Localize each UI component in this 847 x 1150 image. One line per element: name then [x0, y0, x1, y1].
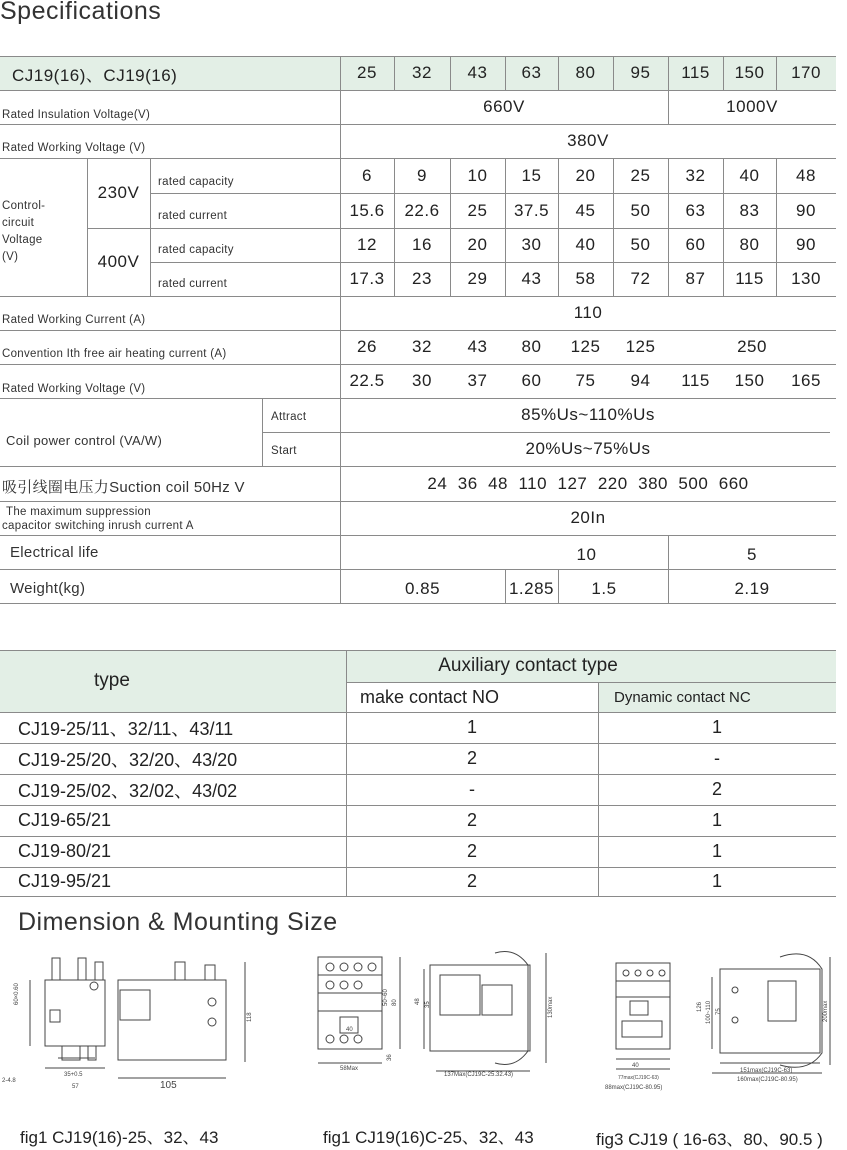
dynamic-contact-nc-header: Dynamic contact NC — [614, 688, 751, 706]
cur230-cell: 37.5 — [513, 200, 550, 220]
type-header: type — [94, 670, 130, 691]
fig3-dim: 151max(CJ19C-63) — [740, 1068, 793, 1074]
cur230-cell: 25 — [467, 200, 488, 220]
cap230-cell: 10 — [467, 165, 488, 185]
fig1-dim: 60×0.60 — [14, 983, 20, 1005]
rated-working-current-label: Rated Working Current (A) — [2, 314, 146, 326]
coil-power-label: Coil power control (VA/W) — [6, 433, 163, 448]
weight-1-285: 1.285 — [508, 579, 555, 598]
fig1-drawing — [0, 950, 260, 1100]
fig3-dim: 40 — [632, 1063, 639, 1069]
fig2-dim: 48 — [415, 998, 421, 1005]
model-43: 43 — [467, 63, 488, 82]
model-32: 32 — [412, 63, 432, 82]
aux-row-nc: - — [714, 748, 720, 768]
fig3-dim: 126 — [697, 1001, 703, 1012]
cur400-cell: 43 — [521, 269, 542, 288]
fig1-dim: 105 — [160, 1080, 177, 1091]
models-label: CJ19(16)、CJ19(16) — [12, 65, 178, 85]
cur400-cell: 115 — [735, 269, 764, 288]
aux-row-no: 1 — [466, 717, 477, 737]
cap230-cell: 40 — [739, 165, 760, 185]
weight-1-5: 1.5 — [591, 579, 617, 598]
convention-cell: 125 — [570, 337, 601, 356]
cap230-cell: 20 — [575, 165, 596, 185]
fig2-dim: 35 — [425, 1001, 431, 1008]
cur230-cell: 45 — [575, 200, 596, 220]
start-label: Start — [271, 445, 297, 457]
cap400-cell: 16 — [412, 235, 432, 254]
convention-cell: 32 — [412, 337, 432, 356]
fig3-dim: 75 — [716, 1008, 722, 1015]
fig1-caption: fig1 CJ19(16)-25、32、43 — [20, 1128, 219, 1147]
cur230-cell: 15.6 — [349, 200, 385, 220]
rated-working-voltage2-label: Rated Working Voltage (V) — [2, 383, 146, 395]
cap400-cell: 80 — [739, 235, 760, 254]
cap230-cell: 15 — [521, 165, 542, 185]
specifications-title: Specifications — [0, 0, 162, 25]
cap230-cell: 48 — [796, 165, 816, 185]
cur400-cell: 130 — [791, 269, 821, 288]
rwv2-cell: 37 — [467, 371, 488, 390]
cap230-cell: 32 — [685, 165, 706, 185]
fig3-caption: fig3 CJ19 ( 16-63、80、90.5 ) — [596, 1130, 823, 1149]
aux-row-type: CJ19-25/11、32/11、43/11 — [18, 718, 234, 739]
convention-cell: 125 — [625, 337, 656, 356]
cap230-cell: 6 — [362, 165, 372, 185]
inrush-label: The maximum suppression capacitor switching inrush current A — [2, 506, 194, 532]
make-contact-no-header: make contact NO — [360, 686, 500, 707]
fig3-dim: 100~110 — [706, 1000, 712, 1024]
fig2-drawing — [300, 945, 570, 1085]
cap400-cell: 12 — [357, 235, 377, 254]
rated-working-voltage-label: Rated Working Voltage (V) — [2, 142, 146, 154]
weight-2-19: 2.19 — [734, 579, 770, 598]
aux-header: Auxiliary contact type — [438, 655, 618, 676]
rwv2-cell: 30 — [412, 371, 432, 390]
cur400-cell: 17.3 — [349, 269, 385, 288]
rwv2-cell: 94 — [630, 371, 651, 390]
model-115: 115 — [681, 63, 710, 82]
attract-value: 85%Us~110%Us — [521, 405, 655, 424]
electrical-life-10: 10 — [576, 545, 597, 564]
rwv2-cell: 22.5 — [349, 371, 385, 390]
cap230-cell: 9 — [417, 165, 427, 185]
weight-label: Weight(kg) — [10, 580, 86, 597]
rated-working-current-value: 110 — [573, 303, 603, 322]
fig2-dim: 50~60 — [383, 989, 389, 1006]
fig1-dim: 57 — [72, 1084, 79, 1090]
rwv2-cell: 150 — [734, 371, 765, 390]
aux-row-no: 2 — [466, 748, 477, 768]
cur230-cell: 22.6 — [404, 200, 440, 220]
fig2-dim: 137Max(CJ19C-25.32.43) — [444, 1072, 514, 1078]
fig2-caption: fig1 CJ19(16)C-25、32、43 — [323, 1128, 534, 1147]
aux-row-no: 2 — [466, 810, 477, 830]
cap400-cell: 30 — [521, 235, 542, 254]
electrical-life-5: 5 — [747, 545, 757, 564]
fig3-drawing — [600, 945, 845, 1095]
convention-cell: 80 — [521, 337, 542, 356]
fig3-dim: 77max(CJ19C-63) — [618, 1075, 659, 1081]
model-150: 150 — [734, 63, 765, 82]
voltage-230v: 230V — [97, 183, 140, 202]
rated-capacity-400-label: rated capacity — [158, 244, 234, 256]
rwv2-cell: 165 — [791, 371, 821, 390]
cur400-cell: 23 — [412, 269, 432, 288]
model-95: 95 — [630, 63, 651, 82]
cur400-cell: 58 — [575, 269, 596, 288]
dimension-title: Dimension & Mounting Size — [18, 908, 338, 936]
rated-capacity-230-label: rated capacity — [158, 176, 234, 188]
aux-row-type: CJ19-65/21 — [18, 810, 112, 830]
convention-merged: 250 — [737, 337, 767, 356]
fig2-dim: 80 — [392, 999, 398, 1006]
aux-row-nc: 1 — [711, 810, 722, 830]
rated-working-voltage-value: 380V — [567, 131, 609, 150]
cur230-cell: 63 — [685, 200, 706, 220]
fig3-dim: 88max(CJ19C-80.95) — [605, 1085, 663, 1091]
cap400-cell: 50 — [630, 235, 651, 254]
model-63: 63 — [521, 63, 542, 82]
rwv2-cell: 75 — [575, 371, 596, 390]
fig2-dim: 58Max — [340, 1066, 359, 1072]
aux-row-type: CJ19-80/21 — [18, 841, 112, 861]
control-circuit-label: Control- circuit Voltage (V) — [2, 200, 46, 263]
fig2-dim: 36 — [387, 1054, 393, 1061]
rwv2-cell: 60 — [521, 371, 542, 390]
cur400-cell: 87 — [685, 269, 706, 288]
specifications-table — [0, 56, 836, 604]
rated-insulation-660: 660V — [483, 97, 525, 116]
cap400-cell: 60 — [685, 235, 706, 254]
cap230-cell: 25 — [630, 165, 651, 185]
convention-cell: 26 — [357, 337, 377, 356]
aux-row-no: 2 — [466, 841, 477, 861]
suction-label: 吸引线圈电压力Suction coil 50Hz V — [2, 479, 245, 496]
rated-insulation-1000: 1000V — [726, 97, 778, 116]
aux-row-type: CJ19-25/02、32/02、43/02 — [18, 780, 238, 801]
cap400-cell: 40 — [575, 235, 596, 254]
cur230-cell: 90 — [796, 200, 816, 220]
aux-row-no: - — [469, 779, 475, 799]
model-80: 80 — [575, 63, 596, 82]
fig3-dim: 160max(CJ19C-80.95) — [737, 1077, 798, 1083]
aux-row-nc: 2 — [711, 779, 722, 799]
aux-row-type: CJ19-95/21 — [18, 871, 112, 891]
fig3-dim: 200max — [823, 1000, 829, 1022]
suction-value: 24 36 48 110 127 220 380 500 660 — [427, 473, 749, 493]
rated-current-400-label: rated current — [158, 278, 228, 290]
rwv2-cell: 115 — [681, 371, 710, 390]
cap400-cell: 20 — [467, 235, 488, 254]
cur230-cell: 50 — [630, 200, 651, 220]
electrical-life-label: Electrical life — [10, 544, 99, 561]
aux-row-nc: 1 — [711, 871, 722, 891]
auxiliary-contact-table — [0, 650, 836, 896]
model-25: 25 — [357, 63, 377, 82]
voltage-400v: 400V — [97, 252, 140, 271]
fig1-dim: 2-4.8 — [2, 1078, 16, 1084]
rated-current-230-label: rated current — [158, 210, 228, 222]
model-170: 170 — [791, 63, 821, 82]
fig2-dim: 130max — [548, 996, 554, 1018]
weight-0-85: 0.85 — [404, 579, 441, 598]
aux-row-type: CJ19-25/20、32/20、43/20 — [18, 749, 238, 770]
convention-label: Convention Ith free air heating current (A) — [2, 348, 227, 360]
rated-insulation-label: Rated Insulation Voltage(V) — [2, 109, 151, 121]
attract-label: Attract — [271, 411, 307, 423]
inrush-value: 20In — [570, 508, 606, 527]
cur400-cell: 29 — [467, 269, 488, 288]
cur230-cell: 83 — [739, 200, 760, 220]
fig2-dim: 40 — [346, 1027, 353, 1033]
fig1-dim: 35+0.5 — [64, 1072, 83, 1078]
aux-row-nc: 1 — [711, 841, 722, 861]
cap400-cell: 90 — [796, 235, 816, 254]
fig1-dim: 118 — [247, 1012, 253, 1022]
convention-cell: 43 — [467, 337, 488, 356]
aux-row-no: 2 — [466, 871, 477, 891]
aux-row-nc: 1 — [711, 717, 722, 737]
start-value: 20%Us~75%Us — [525, 439, 651, 458]
cur400-cell: 72 — [630, 269, 651, 288]
